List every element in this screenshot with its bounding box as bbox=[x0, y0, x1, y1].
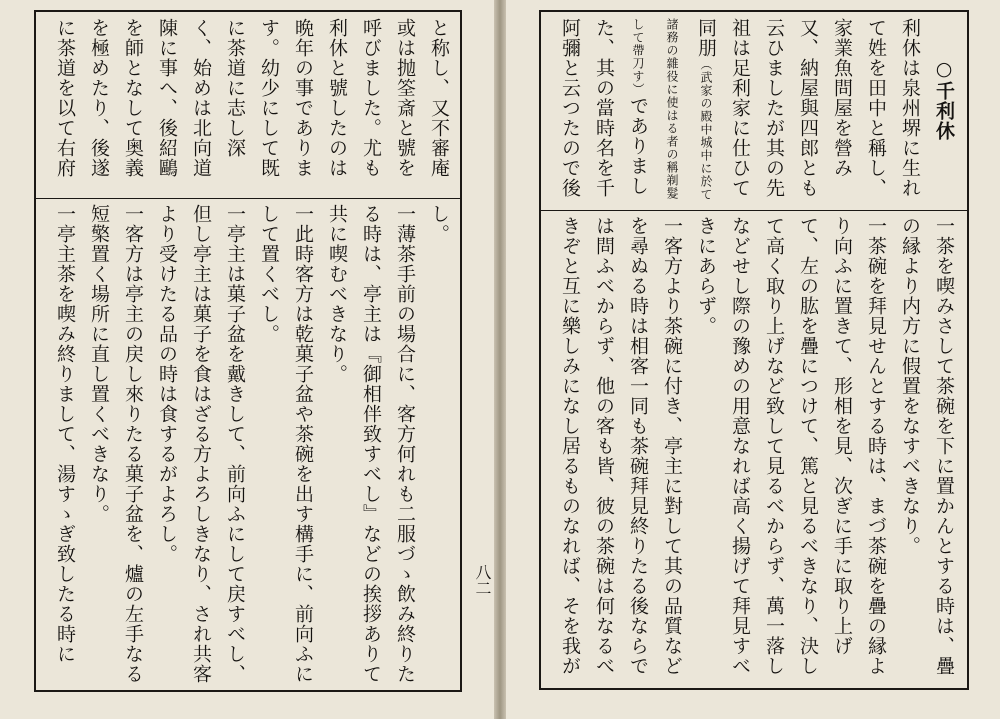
right-paragraph-1: 一茶を喫みさして茶碗を下に置かんとする時は、疊の縁より内方に假置をなすべきなり。 bbox=[899, 216, 955, 676]
left-page-number: 八二 bbox=[473, 564, 492, 596]
right-section-divider bbox=[541, 210, 967, 211]
right-lower-section bbox=[549, 216, 961, 686]
left-paragraph-1: し。 bbox=[428, 204, 450, 244]
right-text-frame bbox=[539, 10, 969, 690]
right-page bbox=[500, 0, 1000, 719]
left-paragraph-3: 一此時客方は乾菓子盆や茶碗を出す構手に、前向ふにして置くべし。 bbox=[258, 204, 314, 684]
left-upper-text: と称し、又不審庵或は抛筌斎と號を呼びました。尤も利休と號したのは晩年の事であります。幼少にして既に茶道に志し深く、始めは北向道陳に事へ、後紹鷗を師となして奥義を極めたり、後遂に茶道を以て右府 bbox=[54, 18, 450, 178]
left-paragraph-2: 一薄茶手前の場合に、客方何れも二服づゝ飲み終りたる時は、亭主は『御相伴致すべし』などの挨拶ありて共に喫むべきなり。 bbox=[326, 204, 416, 684]
book-gutter bbox=[494, 0, 506, 719]
right-paragraph-3: 一客方より茶碗に付き、亭主に對して其の品質などを尋ぬる時は相客一同も茶碗拜見終りたる後ならでは問ふべからず、他の客も皆、彼の茶碗は何なるべきぞと互に樂しみになし居るものなれば、そを我が bbox=[559, 216, 683, 676]
left-paragraph-5: 一客方は亭主の戻し來りたる菓子盆を、爐の左手なる短檠置く場所に直し置くべきなり。 bbox=[88, 204, 144, 684]
left-paragraph-4: 一亭主は菓子盆を戴きして、前向ふにして戻すべし、但し亭主は菓子を食はざる方よろしきなり、され共客より受けたる品の時は食するがよろし。 bbox=[156, 204, 246, 684]
right-paragraph-2: 一茶碗を拜見せんとする時は、まづ茶碗を疊の縁より向ふに置きて、形相を見、次ぎに手に取り上げて、左の肱を疊につけて、篤と見るべきなり、決して高く取り上げなど致して見るべからず、萬一落しなどせし際の豫めの用意なれば高く揚げて拜見すべきにあらず。 bbox=[695, 216, 887, 676]
right-section-heading: ○千利休 bbox=[933, 58, 955, 141]
left-section-divider bbox=[36, 198, 460, 199]
left-lower-section bbox=[44, 204, 456, 688]
right-upper-text bbox=[549, 18, 927, 204]
left-paragraph-6: 一亭主茶を喫み終りまして、湯すゝぎ致したる時に bbox=[54, 204, 76, 664]
right-upper-text-a: 利休は泉州堺に生れて姓を田中と稱し、家業魚問屋を營み又、納屋與四郎とも云ひましたが其の先祖は足利家に仕ひて同朋 bbox=[695, 18, 921, 198]
left-upper-section bbox=[44, 18, 456, 194]
right-upper-note: （武家の殿中城中に於て諸務の雜役に使はる者の稱剃髮して帶刀す） bbox=[631, 18, 713, 201]
left-page bbox=[0, 0, 498, 719]
left-text-frame bbox=[34, 10, 462, 692]
right-upper-section bbox=[549, 18, 961, 204]
right-upper-text-b: でありました、其の當時名を千阿彌と云つたので後 bbox=[559, 18, 649, 198]
